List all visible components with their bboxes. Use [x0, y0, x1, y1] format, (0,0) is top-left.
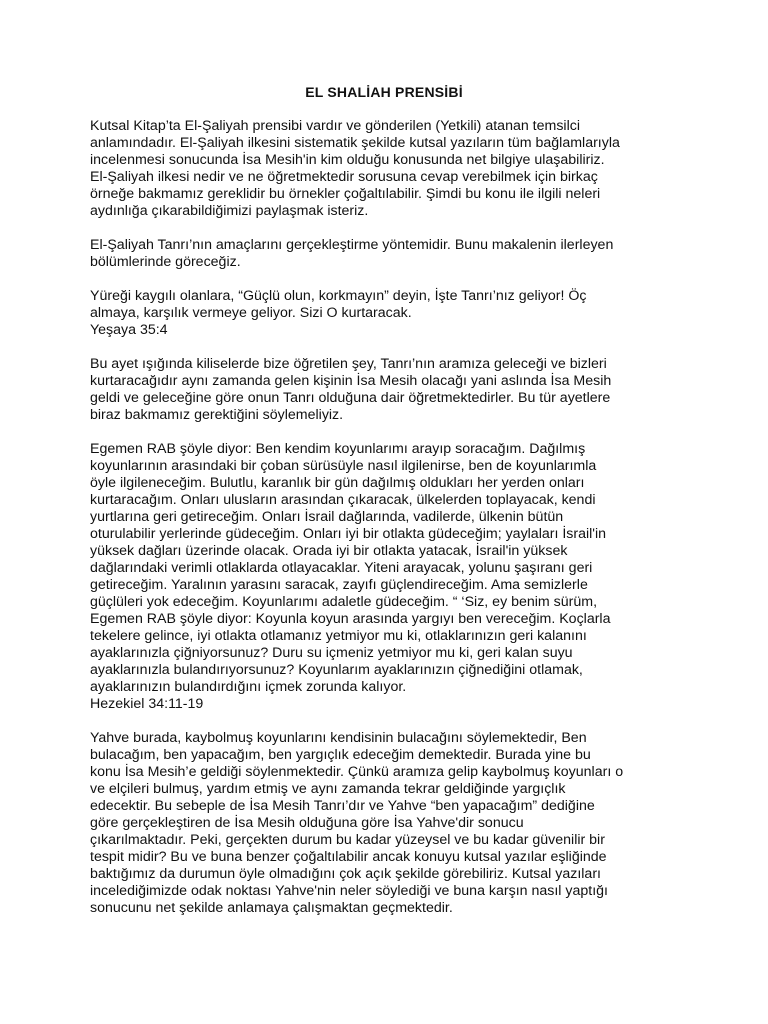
text-line: ayaklarınızla bulandırıyorsunuz? Koyunlarım ayaklarınızın çiğnediğini otlamak,: [90, 662, 583, 678]
text-line: aydınlığa çıkarabildiğimizi paylaşmak isteriz.: [90, 203, 369, 219]
text-line: incelediğimizde odak noktası Yahve'nin neler söylediği ve buna karşın nasıl yaptığı: [90, 883, 608, 899]
paragraph: [90, 730, 690, 917]
text-line: yüksek dağları üzerinde olacak. Orada iyi bir otlakta yatacak, İsrail'in yüksek: [90, 543, 568, 559]
text-line: Yüreği kaygılı olanlara, “Güçlü olun, korkmayın” deyin, İşte Tanrı’nız geliyor! Öç: [90, 288, 587, 304]
text-line: bölümlerinde göreceğiz.: [90, 254, 241, 270]
text-line: yurtlarına geri getireceğim. Onları İsrail dağlarında, vadilerde, ülkenin bütün: [90, 509, 564, 525]
text-line: göre gerçekleştiren de İsa Mesih olduğuna göre İsa Yahve'dir sonucu: [90, 815, 524, 831]
text-line: ve elçileri bulmuş, yardım etmiş ve aynı zamanda tekrar geldiğinde yargıçlık: [90, 781, 566, 797]
text-line: getireceğim. Yaralının yarasını saracak, zayıfı güçlendireceğim. Ama semizlerle: [90, 577, 588, 593]
text-line: Bu ayet ışığında kiliselerde bize öğretilen şey, Tanrı’nın aramıza geleceği ve bizleri: [90, 356, 607, 372]
text-line: ayaklarınızın bulandırdığını içmek zorunda kalıyor.: [90, 679, 407, 695]
text-line: kurtaracağıdır aynı zamanda gelen kişinin İsa Mesih olacağı yani aslında İsa Mesih: [90, 373, 612, 389]
text-line: geldi ve geleceğine göre onun Tanrı olduğuna dair öğretmektedirler. Bu tür ayetlere: [90, 390, 611, 406]
text-line: Egemen RAB şöyle diyor: Koyunla koyun arasında yargıyı ben vereceğim. Koçlarla: [90, 611, 611, 627]
paragraph: [90, 237, 690, 271]
text-line: sonucunu net şekilde anlamaya çalışmaktan geçmektedir.: [90, 900, 453, 916]
text-line: tekelere gelince, iyi otlakta otlamanız yetmiyor mu ki, otlaklarınızın geri kalanını: [90, 628, 587, 644]
paragraph: [90, 441, 690, 713]
text-line: Egemen RAB şöyle diyor: Ben kendim koyunlarımı arayıp soracağım. Dağılmış: [90, 441, 586, 457]
text-line: ayaklarınızla çiğniyorsunuz? Duru su içmeniz yetmiyor mu ki, geri kalan suyu: [90, 645, 573, 661]
document-title: EL SHALİAH PRENSİBİ: [305, 84, 463, 100]
text-line: dağlarındaki verimli otlaklarda otlayacaklar. Yiteni arayacak, yolunu şaşıranı geri: [90, 560, 593, 576]
text-line: anlamındadır. El-Şaliyah ilkesini sistematik şekilde kutsal yazıların tüm bağlamlarıyla: [90, 135, 620, 151]
text-line: incelenmesi sonucunda İsa Mesih'in kim olduğu konusunda net bilgiye ulaşabiliriz.: [90, 152, 605, 168]
text-line: güçlüleri yok edeceğim. Koyunlarımı adaletle güdeceğim. “ ‘Siz, ey benim sürüm,: [90, 594, 598, 610]
text-line: örneğe bakmamız gereklidir bu örnekler çoğaltılabilir. Şimdi bu konu ile ilgili neleri: [90, 186, 601, 202]
text-line: Kutsal Kitap’ta El-Şaliyah prensibi vardır ve gönderilen (Yetkili) atanan temsilci: [90, 118, 580, 134]
paragraph: [90, 356, 690, 424]
text-line: koyunlarının arasındaki bir çoban sürüsüyle nasıl ilgilenirse, ben de koyunlarımla: [90, 458, 597, 474]
paragraph: [90, 288, 690, 339]
paragraph: [90, 118, 690, 220]
document-body: [90, 118, 690, 934]
text-line: baktığımız da durumun öyle olmadığını çok açık şekilde görebiliriz. Kutsal yazıları: [90, 866, 601, 882]
text-line: biraz bakmamız gerektiğini söylemeliyiz.: [90, 407, 344, 423]
text-line: almaya, karşılık vermeye geliyor. Sizi O kurtaracak.: [90, 305, 412, 321]
text-line: oturulabilir yerlerinde güdeceğim. Onları iyi bir otlakta güdeceğim; yaylaları İsrail'in: [90, 526, 607, 542]
text-line: Yeşaya 35:4: [90, 322, 168, 338]
text-line: bulacağım, ben yapacağım, ben yargıçlık edeceğim demektedir. Burada yine bu: [90, 747, 591, 763]
text-line: El-Şaliyah ilkesi nedir ve ne öğretmektedir sorusuna cevap verebilmek için birkaç: [90, 169, 598, 185]
text-line: edecektir. Bu sebeple de İsa Mesih Tanrı’dır ve Yahve “ben yapacağım” dediğine: [90, 798, 595, 814]
text-line: El-Şaliyah Tanrı’nın amaçlarını gerçekleştirme yöntemidir. Bunu makalenin ilerleyen: [90, 237, 614, 253]
text-line: tespit midir? Bu ve buna benzer çoğaltılabilir ancak konuyu kutsal yazılar eşliğinde: [90, 849, 607, 865]
text-line: konu İsa Mesih’e geldiği söylenmektedir. Çünkü aramıza gelip kaybolmuş koyunları o: [90, 764, 624, 780]
text-line: kurtaracağım. Onları ulusların arasından çıkaracak, ülkelerden toplayacak, kendi: [90, 492, 596, 508]
text-line: Hezekiel 34:11-19: [90, 696, 204, 712]
text-line: Yahve burada, kaybolmuş koyunlarını kendisinin bulacağını söylemektedir, Ben: [90, 730, 587, 746]
text-line: çıkarılmaktadır. Peki, gerçekten durum bu kadar yüzeysel ve bu kadar güvenilir bir: [90, 832, 605, 848]
text-line: öyle ilgileneceğim. Bulutlu, karanlık bir gün dağılmış oldukları her yerden onları: [90, 475, 585, 491]
